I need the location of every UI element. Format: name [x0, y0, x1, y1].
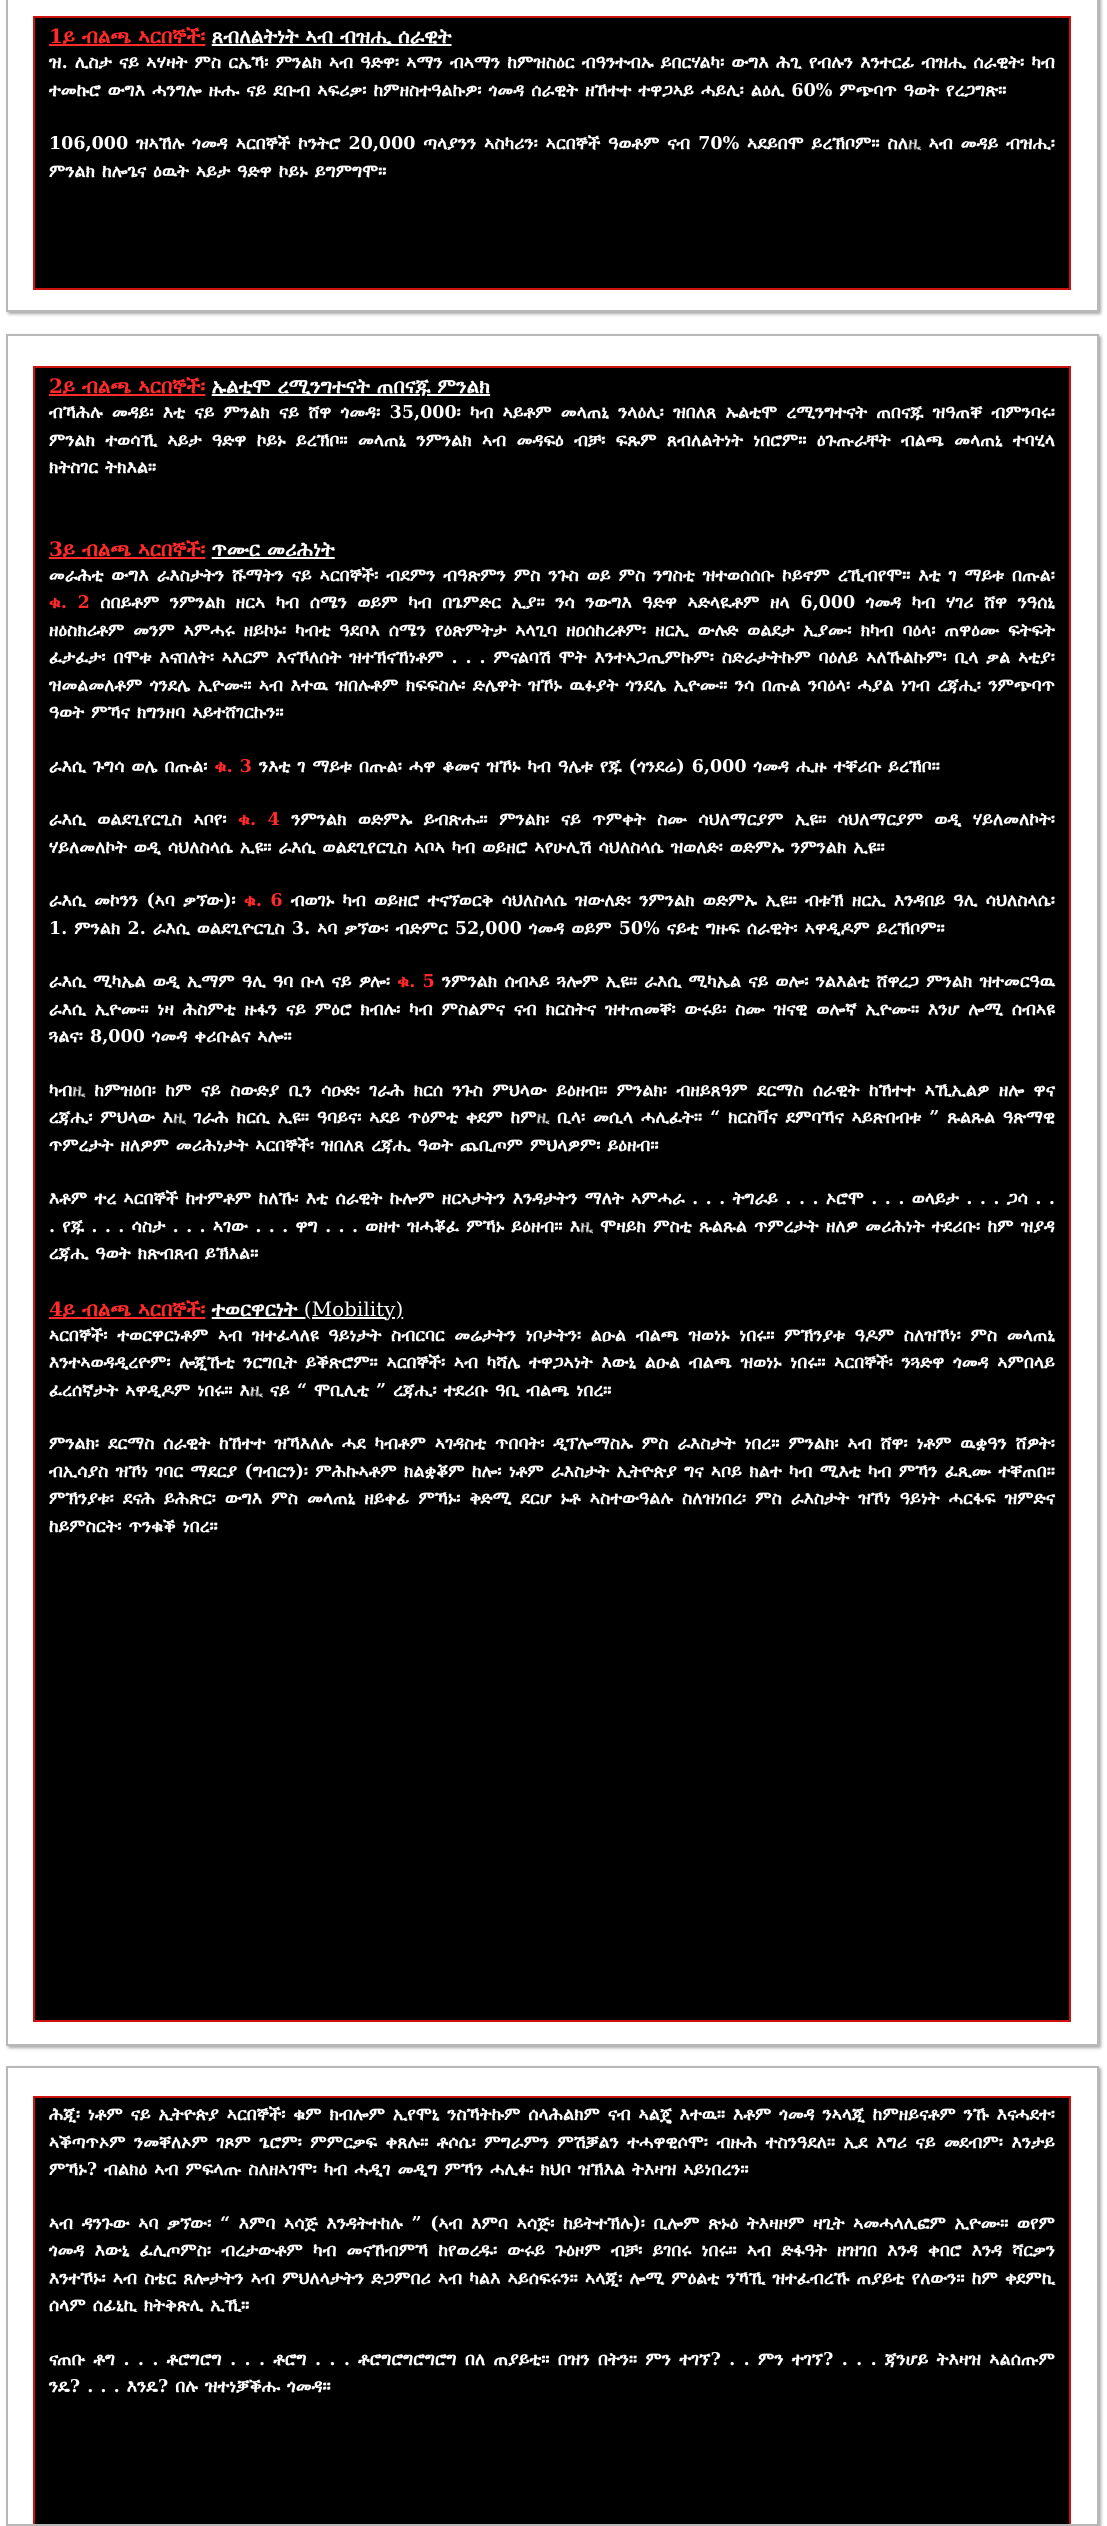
figure-reference: ቁ. 6: [244, 891, 283, 911]
section-3-number: 3ይ ብልጫ ኣርበኞች፡: [49, 536, 206, 561]
section-4-title: ተወርዋርነት: [211, 1296, 298, 1321]
paragraph-text: ንምንልክ ሰብኣይ ጓሎም ኢዩ። ራእሲ ሚካኤል ናይ ወሎ፡ ንልእልቲ ሸዋረጋ ምንልክ ዝተመርዓዉ ራእሲ ኢዮሙ። ነዛ ሕስምቲ ዙፋን ናይ ምዕሮ ክብሉ፡ ካብ ምስልምና ናብ ክርስትና ዝተጠመቐ፡ ውሩይ፡ ስሙ ዝናዊ ወሎኛ ኢዮሙ። እንሆ ሎሚ ሰብኣዩ ጓልና፡ 8,000 ጎመዳ ቀሪቡልና ኣሎ።: [49, 972, 1055, 1047]
section-1-paragraph-2: 106,000 ዝኣኸሉ ጎመዳ ኣርበኞች ኮንትሮ 20,000 ጣላያንን ኣስካሪን፡ ኣርበኞች ዓወቶም ናብ 70% ኣደይበሞ ይረኽቦም። ስለዚ ኣብ መዳይ ብዝሒ፡ ምንልክ ከሎጌና ዕዉት ኣይታ ዓድዋ ኮይኑ ይግምግሞ።: [49, 134, 1055, 182]
section-3-paragraph-4: [49, 888, 1055, 943]
page-3-paragraph-3: ናጠቡ ቶግ . . . ቶሮግሮግ . . . ቶሮግ . . . ቶሮግሮግሮግሮግ በለ ጠያይቲ። በዝን በትን። ምን ተገኘ? . . ምን ተገኘ? . . . ጃንሆይ ትእዛዝ ኣልሰጡም ንዴ? . . . እንዴ? በሉ ዝተነቓቕሑ ጎመዳ።: [49, 2349, 1055, 2397]
figure-reference: ቁ. 4: [238, 810, 280, 830]
paragraph-text: ራእሲ መኮንን (ኣባ ቃኘው)፡: [49, 891, 245, 911]
paragraph-text: ራእሲ ወልደጊየርጊስ ኣቦየ፡: [49, 810, 239, 830]
paragraph-text: ንምንልክ ወድምኡ ይብጽሑ። ምንልክ፡ ናይ ጥምቀት ስሙ ሳህለማርያም ኢዩ። ሳህለማርያም ወዲ ሃይለመለኮት፡ ሃይለመለኮት ወዲ ሳህለስላሴ ኢዩ። ራእሲ ወልደጊየርጊስ ኣቦኣ ካብ ወይዘሮ ኣየሁሊሽ ሳህለስላሴ ዝወለድ፡ ወድምኡ ንምንልክ ኢዩ።: [49, 810, 1055, 858]
document-page-1: [6, 0, 1099, 312]
section-spacer: [49, 509, 1055, 535]
section-4-number: 4ይ ብልጫ ኣርበኞች፡: [49, 1296, 206, 1321]
section-1-number: 1ይ ብልጫ ኣርበኞች፡: [49, 24, 206, 48]
section-2-heading: [49, 372, 1055, 400]
section-3-title: ጥሙር መሪሕነት: [211, 536, 335, 561]
section-2-paragraph-1: ብኻሕሉ መዳይ፡ እቲ ናይ ምንልክ ናይ ሸዋ ጎመዳ፡ 35,000፡ ካብ ኣይቶም መላጠኒ ንላዕሊ፡ ዝበለጸ ኡልቲሞ ረሚንግተናት ጠበናጁ ዝዓጠቐ ብምንባሩ፡ ምንልክ ተወሳኺ ኣይታ ዓድዋ ኮይኑ ይረኽቦ። መላጠኒ ንምንልክ ኣብ መዳፍዕ ብቻ፡ ፍጹም ጸብለልትነት ነበሮም። ዕጉጡራቸት ብልጫ መላጠኒ ተባሂላ ክትስገር ትክእል።: [49, 403, 1055, 478]
document-page-2: [6, 334, 1099, 2046]
section-3-paragraph-3: [49, 807, 1055, 862]
page-3-paragraph-1: ሕጂ፡ ነቶም ናይ ኢትዮጵያ ኣርበኞች፡ ቁም ክብሎም ኢየሞኒ ንስኻትኩም ሰላሕልክም ናብ ኣልጄ እተዉ። እቶም ጎመዳ ንኣላጂ ከምዘይናቶም ንኹ እናሓደተ፡ ኣቕጣጥኦም ንመቐለኦም ገጾም ጌሮም፡ ምምርቃፍ ቀጸሉ። ቶሶሴ፡ ምግራምን ምሽቓልን ተሓዋዊሶሞ፡ ብዙሕ ተስንዓደለ። ኢደ እግሪ ናይ መደብም፡ እንታይ ምኻኑ? ብልክዕ ኣብ ምፍላጡ ስለዘኣገሞ፡ ካብ ሓዲገ መዲግ ምኻን ሓሊፉ፡ ክህቦ ዝኽእል ትእዛዝ ኣይነበረን።: [49, 2105, 1055, 2180]
section-1-paragraph-1: ዝ. ሊስታ ናይ ኣሃዛት ምስ ርኤኻ፡ ምንልክ ኣብ ዓድዋ፡ ኣማን ብኣማን ከምዝስዕር ብዓንተብኡ ይበርሃልካ፡ ውግእ ሕጊ የብሉን እንተርፊ ብዝሒ ሰራዊት፡ ካብ ተመኩሮ ውግእ ሓንግሎ ዙሑ ናይ ደቡብ ኣፍሪቃ፡ ከምዘስተዓልኩዎ፡ ጎመዳ ሰራዊት ዘኸተተ ተዋጋኣይ ሓይሊ፡ ልዕሊ 60% ምጭባጥ ዓወት የረጋግጽ።: [49, 53, 1055, 101]
section-4-paragraph-2: ምንልክ፡ ደርማስ ሰራዊት ከኸተተ ዝኻእለሉ ሓደ ካብቶም ኣገዳስቲ ጥበባት፡ ዲፕሎማስኡ ምስ ራእስታት ነበረ። ምንልክ፡ ኣብ ሸዋ፡ ነቶም ዉቋዓን ሸዎት፡ ብኢሳያስ ዝኾነ ገባር ማደርያ (ግብርን)፡ ምሕኩኣቶም ክልቋቖም ከሎ፡ ነቶም ራእስታት ኢትዮጵያ ግና ኣቦይ ክልተ ካብ ሚእቲ ካብ ምኻን ፈጺሙ ተቐጠበ። ምኽንያቱ፡ ደናሕ ይሕጽር፡ ውግእ ምስ መላጠኒ ዘይቀፊ ምኻኑ፡ ቅድሚ ደርሆ ኑቶ ኣስተውዓልሉ ስለዝነበረ፡ ምስ ራእስታት ዝኾነ ዓይነት ሓርፋፍ ዝምድና ከይምስርት፡ ጥንቁቕ ነበረ።: [49, 1434, 1055, 1537]
section-2-number: 2ይ ብልጫ ኣርበኞች፡: [49, 374, 206, 398]
paragraph-text: ሰበይቶም ንምንልክ ዘርኣ ካብ ሰሜን ወይም ካብ በጌምድር ኢያ። ንሳ ንውግእ ዓድዋ ኣድላዪቶም ዘላ 6,000 ጎመዳ ካብ ሃገሪ ሸዋ ንዓሰኒ ዘዕስክሪቶም መንም ኣምሓሩ ዘይኮኑ፡ ካብቲ ዓደቦእ ሰሜን የዕጽምትታ ኣላጊባ ዘዐሰከረቶም፡ ዘርኢ ውሉድ ወልደታ ኢያሙ፡ ክካብ ባዕላ፡ ጠዋዕሙ ፍትፍት ፈታፈታ፡ በሞቱ እናበለት፡ ኣእርም እናኾለሰት ዝተኽናኸነቶም . . . ምናልባሽ ሞት እንተኣጋጢምኩም፡ ስድራታትኩም ባዕለይ ኣለኹልኩም፡ ቢላ ቃል ኣቲያ፡ ዝመልመለቶም ጎንደሌ ኢዮሙ። ኣብ እተዉ ዝበሉቶም ክፍፍስሉ፡ ድሌዋት ዝኾኑ ዉፉያት ጎንደሌ ኢዮሙ። ንሳ በጡል ንባዕላ፡ ሓያል ነገብ ረጃሒ፡ ንምጭባጥ ዓወት ምኻና ክግንዘባ ኣይተሸገርኩን።: [49, 593, 1056, 723]
section-3-heading: [49, 535, 1055, 563]
section-1-heading: [49, 22, 1055, 50]
page-3-paragraph-2: ኣብ ዳንጉው ኣባ ቃኘው፡ “ እምባ ኣሳጅ እንዳትተከሉ ” (ኣብ እምባ ኣሳጅ፡ ከይትተኽሉ)፡ ቢሎም ጽኑዕ ትእዛዞም ዛጊት ኣመሓላሊፎም ኢዮሙ። ወየም ጎመዳ እውኒ ፈሊጦምስ፡ ብረታውቶም ካብ መናኸብምኻ ከየወረዱ፡ ውሩይ ጉዕዞም ብቻ፡ ይገበሩ ነበሩ። ኣብ ድፋዓት ዘዝገበ እንዳ ቀበሮ እንዳ ሻርቃን እንተኾኑ፡ ኣብ ስቴር ጸሎታትን ኣብ ምህለላታትን ድጋምበሪ ኣብ ካልእ ኣይሰፍሩን። ኣላጂ፡ ሎሚ ምዕልቲ ንኻኺ ዝተፈብረኹ ጠያይቲ የለውን። ከም ቀደምኪ ሰላም ሰፊኒኪ ክትቅጽሊ ኢኺ።: [49, 2213, 1055, 2316]
section-box-3: [33, 2096, 1071, 2526]
figure-reference: ቁ. 2: [49, 593, 90, 613]
figure-reference: ቁ. 5: [397, 972, 435, 992]
section-4-paragraph-1: ኣርበኞች፡ ተወርዋርነቶም ኣብ ዝተፈላለዩ ዓይነታት ስብርባር መሬታትን ነቦታትን፡ ልዑል ብልጫ ዝወነኑ ነበሩ። ምኽንያቱ ዓዶም ስለዝኾነ፡ ምስ መላጠኒ እንተኣወዳዲረዮም፡ ሎጂኹቲ ንርግቢት ይቕጽሮም። ኣርበኞች፡ ኣብ ካሻሌ ተዋጋኣነት እውኒ ልዑል ብልጫ ዝወነኑ ነበሩ። ኣርበኞች፡ ንጓድዋ ጎመዳ ኣምበላይ ፈረሰኛታት ኣዋዲዶም ነበሩ። እዚ ናይ “ ሞቢሊቲ ” ረጃሒ፡ ተደሪቡ ዓቢ ብልጫ ነበረ።: [49, 1325, 1055, 1401]
section-2-title: ኡልቲሞ ረሚንግተናት ጠበናጁ ምንልክ: [211, 374, 491, 398]
paragraph-text: ራእሲ ሚካኤል ወዲ ኢማም ዓሊ ዓባ ቡላ ናይ ዎሎ፡: [49, 972, 398, 992]
paragraph-text: መራሕቲ ውግእ ራእስታትን ሹማትን ናይ ኣርበኞች፡ ብደምን ብዓጽምን ምስ ንጉስ ወይ ምስ ንግስቲ ዝተወሰሰቡ ኮይኖም ረኺብየሞ። እቲ ገ ማይቱ በጡል፡: [49, 565, 1055, 586]
paragraph-text: ራእሲ ጉግሳ ወሌ በጡል፡: [49, 756, 215, 777]
section-4-title-suffix: (Mobility): [297, 1296, 404, 1321]
paragraph-text: ብወገኑ ካብ ወይዘሮ ተናኘወርቅ ሳህለስላሴ ዝውለድ፡ ንምንልክ ወድምኡ ኢዩ። ብቱኽ ዘርኢ እንዳበይ ዓሊ ሳህለስላሴ፡ 1. ምንልክ 2. ራእሲ ወልደጊዮርጊስ 3. ኣባ ቃኘው፡ ብድምር 52,000 ጎመዳ ወይም 50% ናይቲ ግዙፍ ሰራዊት፡ ኣዋዲዶም ይረኽቦም።: [49, 891, 1055, 939]
section-4-heading: [49, 1295, 1055, 1323]
section-box-1: [33, 16, 1071, 290]
section-3-paragraph-1: [49, 563, 1055, 728]
section-3-paragraph-6: ካብዚ ከምዝዕበ፡ ከም ናይ ስውድያ ቢን ሳዑድ፡ ገራሕ ክርሰ ንጉስ ምህላው ይዕዘብ። ምንልክ፡ ብዘይጸዓም ደርማስ ሰራዊት ከኸተተ ኣኺኢልዎ ዘሎ ዋና ረጃሒ፡ ምህላው እዚ ገራሕ ክርሲ ኢዩ። ዓባይና፡ ኣደይ ጥዕምቲ ቀደም ከምዚ ቢላ፡ መሲላ ሓሊፈት። “ ክርስቫና ደምባኻና ኣይጽበብቱ ” ጹልጹል ዓጽማዊ ጥምረታት ዘለዎም መሪሕነታት ኣርበኞች፡ ዝበለጸ ረጃሒ ዓወት ጨቢጦም ምህላዎም፡ ይዕዘብ።: [49, 1080, 1055, 1156]
section-3-paragraph-7: እቶም ተረ ኣርበኞች ከተምቶም ከለኹ፡ እቲ ሰራዊት ኩሎም ዘርኣታትን እንዳታትን ማለት ኣምሓራ . . . ትግራይ . . . ኦሮሞ . . . ወላይታ . . . ጋሳ . . . የጁ . . . ሳስታ . . . ኣገው . . . ዋግ . . . ወዘተ ዝሓቖፈ ምኻኑ ይዕዘብ። እዚ ሞዛይክ ምስቲ ጹልጹል ጥምረታት ዘለዎ መሪሕነት ተደሪቡ፡ ከም ዝያዳ ረጃሒ ዓወት ክጽብጸብ ይኽእል።: [49, 1189, 1055, 1264]
section-3-paragraph-5: [49, 969, 1055, 1052]
paragraph-text: ንእቲ ገ ማይቱ በጡል፡ ሓዋ ቆመና ዝኾኑ ካብ ዓሌቱ የጁ (ጎንደሬ) 6,000 ጎመዳ ሒዙ ተቐሪቡ ይረኽቦ።: [251, 756, 940, 777]
document-page-3: [6, 2066, 1099, 2526]
section-3-paragraph-2: [49, 754, 1055, 782]
figure-reference: ቁ. 3: [214, 756, 252, 777]
section-box-2: [33, 366, 1071, 2022]
section-1-title: ጸብለልትነት ኣብ ብዝሒ ሰራዊት: [211, 24, 452, 48]
